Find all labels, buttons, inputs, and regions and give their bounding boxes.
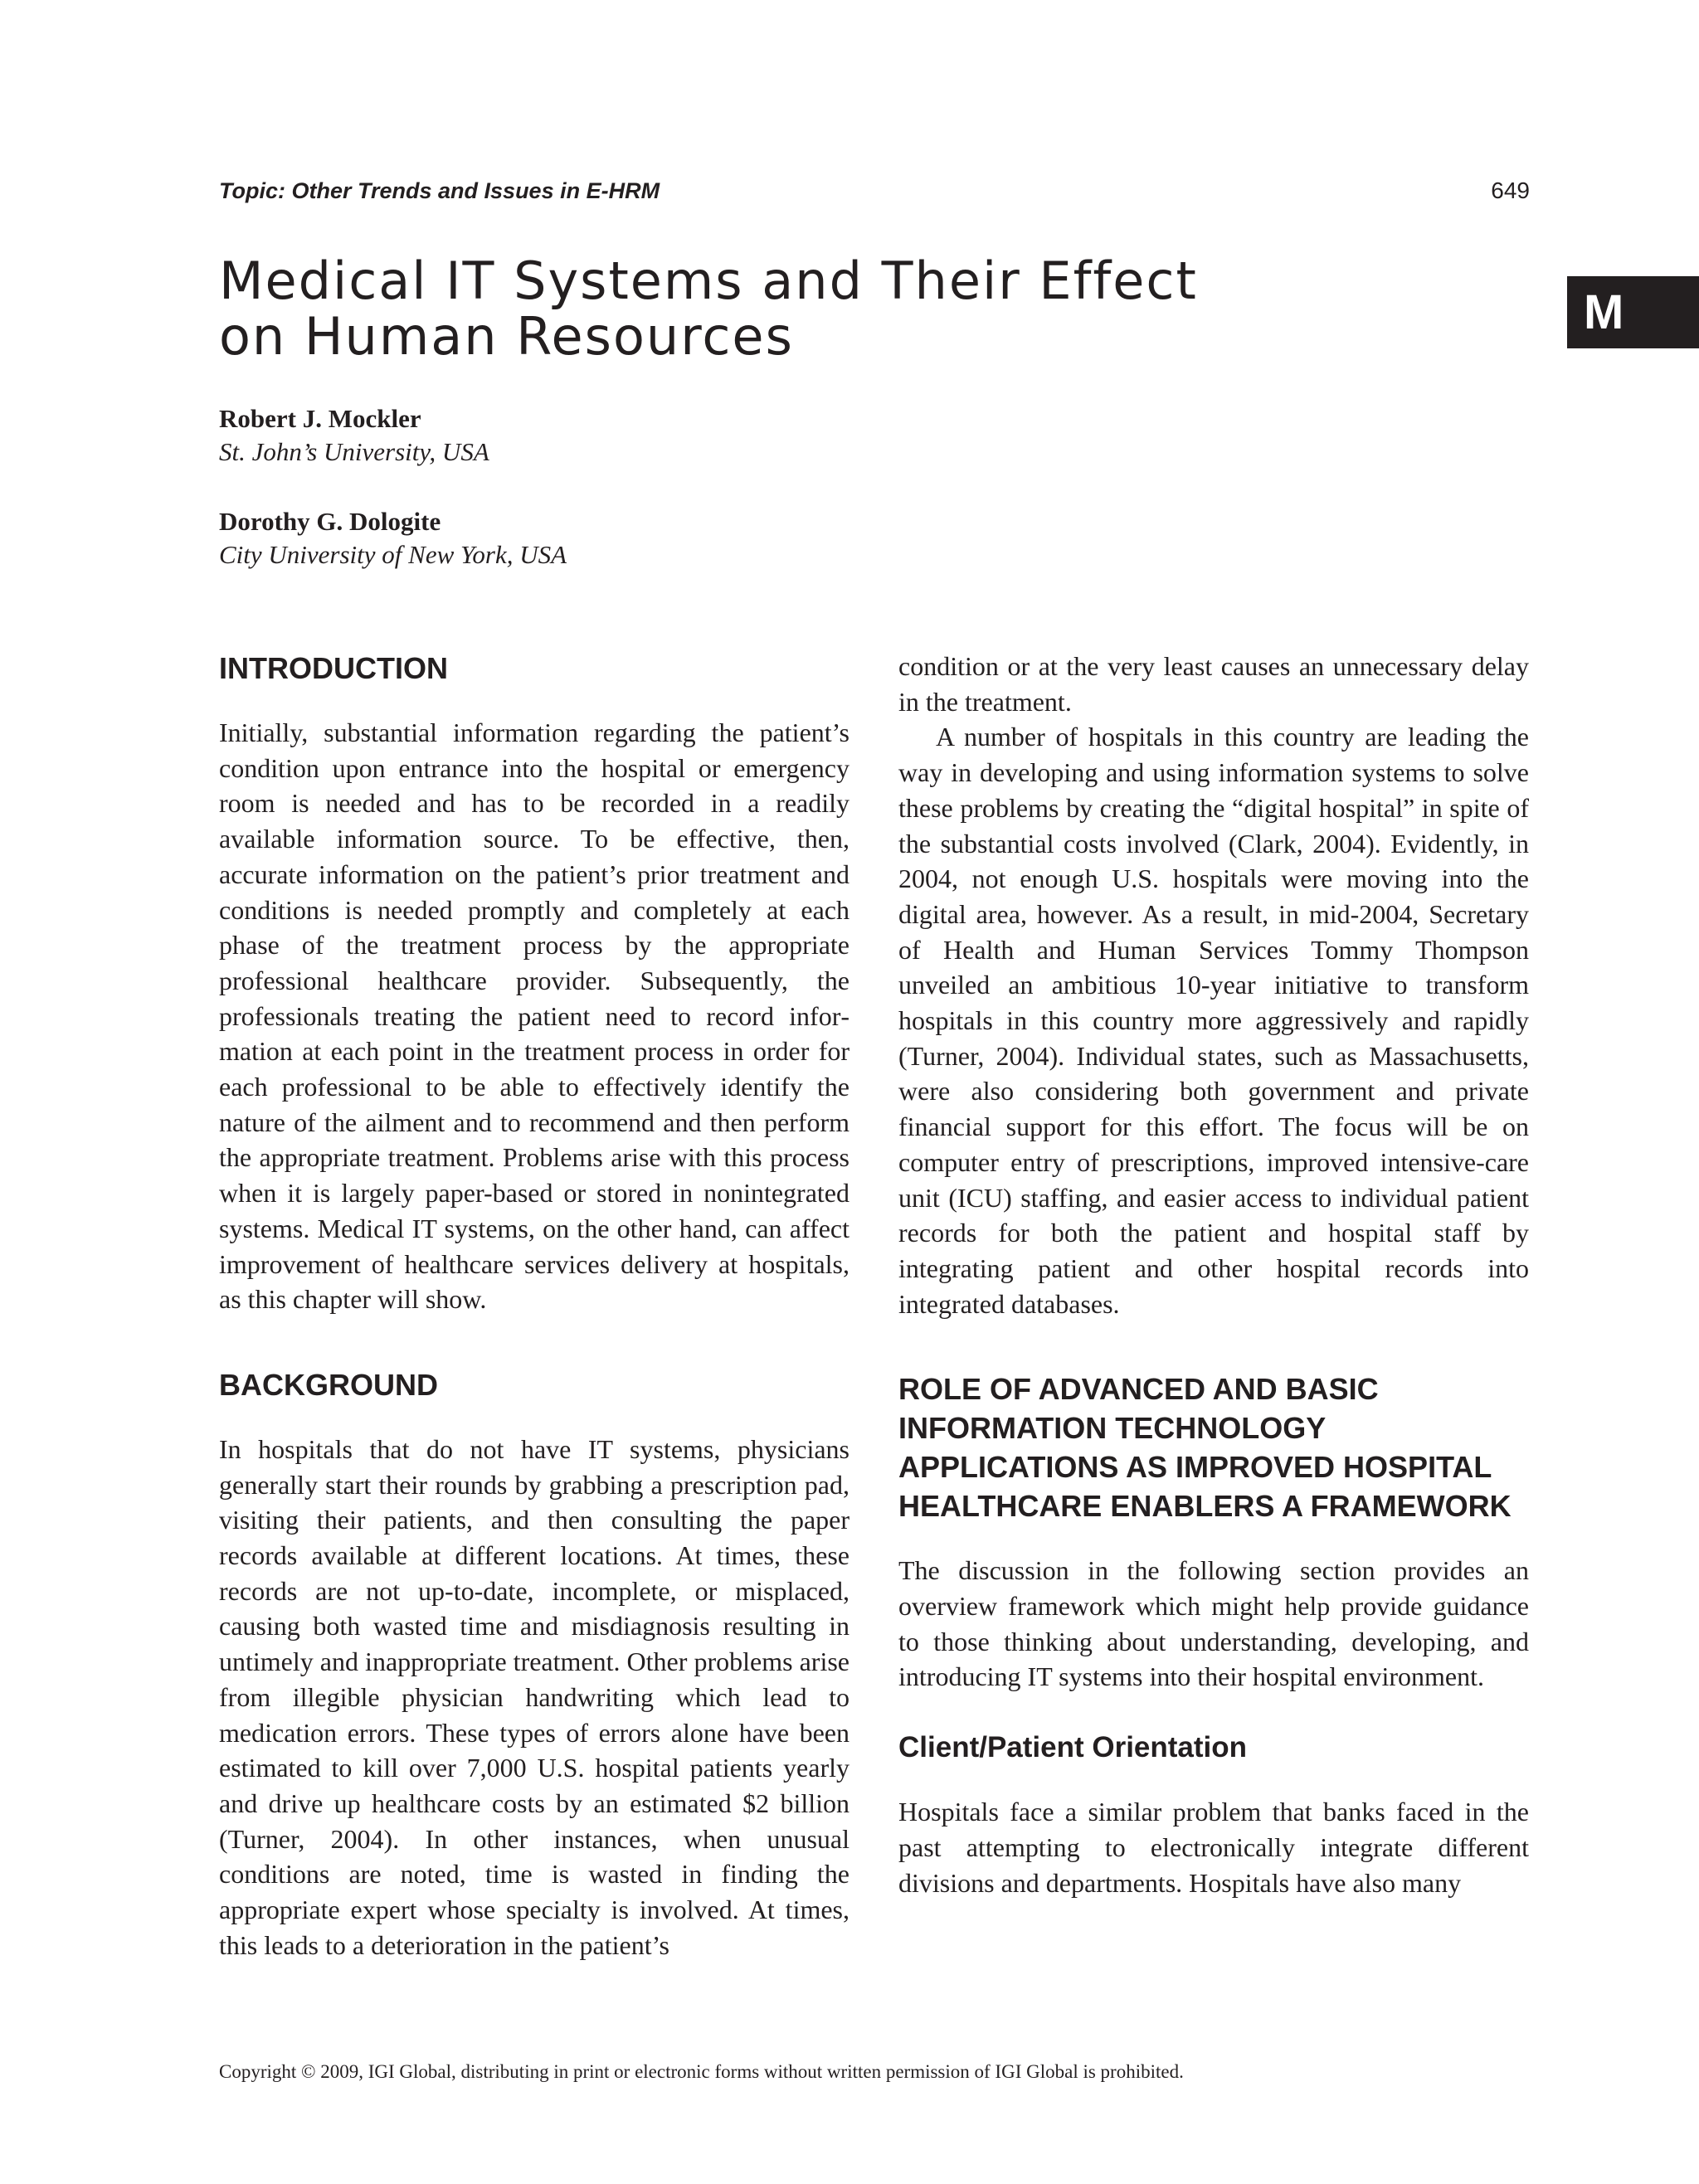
right-column: [898, 649, 1529, 1900]
author-block-2: [219, 505, 567, 572]
continued-paragraph: condition or at the very least causes an unnecessary delay in the treatment.: [898, 651, 1529, 717]
author-affiliation: St. John’s University, USA: [219, 437, 489, 466]
author-name: Robert J. Mockler: [219, 404, 421, 433]
topic-label: Topic: Other Trends and Issues in E-HRM: [219, 178, 660, 203]
background-paragraph: In hospitals that do not have IT systems, physicians generally start their rounds by grabbing a prescription pad, visiting their patients, and then consulting the paper records available at different locations. At times, these records are not up-to-date, incomplete, or misplaced, causing both wasted time and misdiagnosis resulting in untimely and inappropriate treatment. Other problems arise from illegible physician handwriting which lead to medication errors. These types of errors alone have been estimated to kill over 7,000 U.S. hospital patients yearly and drive up healthcare costs by an estimated $2 billion (Turner, 2004). In other instances, when unusual conditions are noted, time is wasted in finding the appropriate expert whose specialty is involved. At times, this leads to a deterioration in the patient’s: [219, 1433, 850, 1960]
background-heading: BACKGROUND: [219, 1367, 438, 1402]
copyright-footer: Copyright © 2009, IGI Global, distributing in print or electronic forms without written permission of IGI Global is prohibited.: [219, 2061, 1184, 2082]
introduction-paragraph: Initially, substantial information regarding the patient’s condition upon entrance into the hospital or emergency room is needed and has to be recorded in a readily available information source. To be effective, then, accurate information on the patient’s prior treatment and conditions is needed promptly and completely at each phase of the treatment process by the appropriate professional healthcare provider. Subsequently, the professionals treating the patient need to record information at each point in the treatment process in order for each professional to be able to effectively identify the nature of the ailment and to recommend and then perform the appropriate treatment. Problems arise with this process when it is largely paper-based or stored in nonintegrated systems. Medical IT systems, on the other hand, can affect improvement of healthcare services delivery at hospitals, as this chapter will show.: [219, 717, 850, 1315]
role-heading: ROLE OF ADVANCED AND BASIC INFORMATION TECHNOLOGY APPLICATIONS AS IMPROVED HOSPITAL HEALTHCARE ENABLERS A FRAMEWORK: [898, 1372, 1512, 1524]
introduction-heading: INTRODUCTION: [219, 651, 448, 685]
author-name: Dorothy G. Dologite: [219, 507, 441, 536]
title-line-1: Medical IT Systems and Their Effect: [219, 251, 1198, 311]
role-paragraph: The discussion in the following section provides an overview framework which might help provide guidance to those thinking about understanding, developing, and introducing IT systems into their hospital environment.: [898, 1555, 1529, 1692]
title-line-2: on Human Resources: [219, 306, 794, 367]
author-affiliation: City University of New York, USA: [219, 540, 567, 569]
left-column: [219, 649, 850, 1963]
client-orientation-heading: Client/Patient Orientation: [898, 1731, 1248, 1764]
digital-hospital-paragraph: A number of hospitals in this country are leading the way in developing and using information systems to solve these problems by creating the “digital hospital” in spite of the substantial costs involved (Clark, 2004). Evidently, in 2004, not enough U.S. hospitals were moving into the digital area, however. As a result, in mid-2004, Secretary of Health and Human Services Tommy Thompson unveiled an ambitious 10-year initiative to transform hospitals in this country more aggressively and rapidly (Turner, 2004). Individual states, such as Massachusetts, were also considering both government and private financial support for this effort. The focus will be on computer entry of prescriptions, improved intensive-care unit (ICU) staffing, and easier access to individual patient records for both the patient and hospital staff by integrating patient and other hospital records into integrated databases.: [898, 722, 1529, 1319]
client-orientation-paragraph: Hospitals face a similar problem that banks faced in the past attempting to electronically integrate different divisions and departments. Hospitals have also many: [898, 1797, 1529, 1898]
section-tab-letter: M: [1567, 276, 1699, 348]
running-header: [219, 174, 1530, 207]
author-block-1: [219, 402, 489, 469]
page-number: 649: [1491, 178, 1530, 203]
paper-title: [219, 251, 1297, 367]
